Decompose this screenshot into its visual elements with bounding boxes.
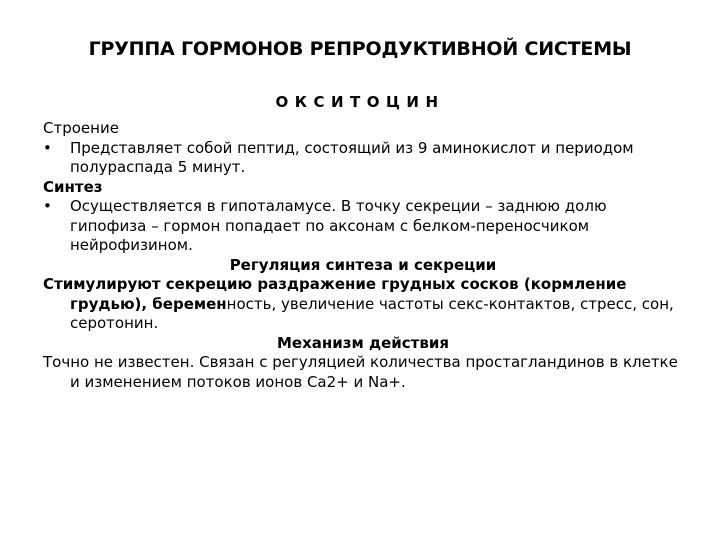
regulation-heading: Регуляция синтеза и секреции [229,255,497,274]
structure-text: Представляет собой пептид, состоящий из 9 аминокислот и периодом полураспада 5 минут. [70,138,634,176]
synthesis-bullet-item [43,197,683,256]
regulation-paragraph [43,275,683,334]
bullet-mark: • [43,197,52,215]
synthesis-text: Осуществляется в гипоталамусе. В точку секреции – заднюю долю гипофиза – гормон попадает по аксонам с белком-переносчиком нейрофизином. [70,197,607,254]
mechanism-paragraph: Точно не известен. Связан с регуляцией количества простагландинов в клетке и изменением потоков ионов Са2+ и Na+. [43,353,678,391]
structure-heading: Строение [43,119,119,137]
bullet-mark: • [43,138,52,157]
synthesis-heading: Синтез [43,177,103,196]
regulation-text: ность, увеличение частоты секс-контактов, стресс, сон, серотонин. [70,294,674,332]
mechanism-heading: Механизм действия [277,333,449,352]
structure-bullet-item [43,139,683,178]
regulation-bold-text: Стимулируют секрецию раздражение грудных сосков (кормление грудью), беремен [43,275,627,313]
slide-title: ГРУППА ГОРМОНОВ РЕПРОДУКТИВНОЙ СИСТЕМЫ [88,38,632,60]
slide-subtitle: ОКСИТОЦИН [275,93,445,111]
slide-content [43,119,683,392]
